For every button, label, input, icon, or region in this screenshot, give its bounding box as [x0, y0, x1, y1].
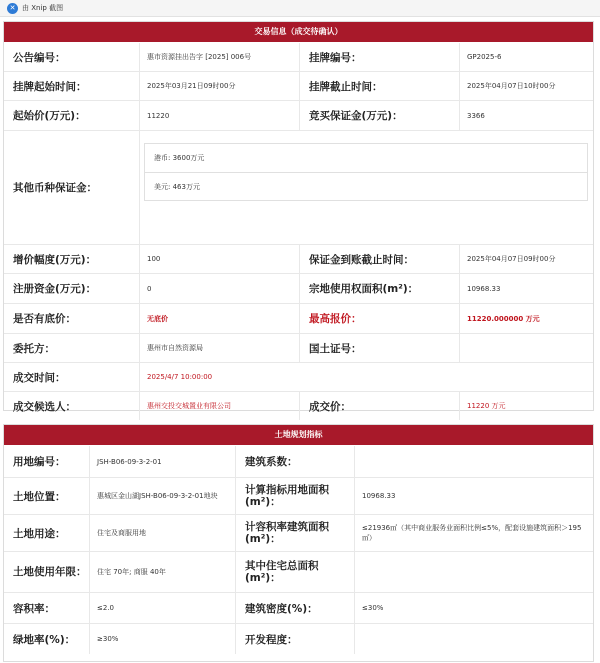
plan-row: [4, 552, 593, 593]
land-plan-panel: [3, 424, 594, 662]
cert-label: 国土证号：: [299, 334, 459, 362]
term-label: 土地使用年限：: [13, 566, 87, 578]
density-value: ≤30%: [354, 593, 593, 623]
entrust-label: 委托方：: [13, 342, 55, 355]
trade-row: [4, 43, 593, 72]
calc-area-value: 10968.33: [354, 478, 593, 514]
location-value: 惠城区金山湖JSH-B06-09-3-2-01地块: [89, 478, 235, 514]
start-price-value: 11220: [139, 101, 299, 130]
currency-item-hkd: 港币: 3600万元: [145, 144, 587, 173]
entrust-value: 惠州市自然资源局: [139, 334, 299, 362]
building-coef-label: 建筑系数：: [235, 446, 354, 477]
trade-row: [4, 392, 593, 420]
currency-item-usd: 美元: 463万元: [154, 183, 200, 191]
listing-no-value: GP2025-6: [459, 43, 593, 71]
plan-row: [4, 478, 593, 515]
plan-row: [4, 515, 593, 552]
highest-bid-value: 11220.000000 万元: [459, 304, 593, 333]
start-time-label: 挂牌起始时间：: [13, 80, 87, 93]
capital-value: 0: [139, 274, 299, 303]
listing-no-label: 挂牌编号：: [299, 43, 459, 71]
plan-row: [4, 593, 593, 624]
reserve-label: 是否有底价：: [13, 313, 76, 325]
trade-row: [4, 274, 593, 304]
deposit-label: 竞买保证金(万元)：: [299, 101, 459, 130]
deposit-deadline-value: 2025年04月07日09时00分: [459, 245, 593, 273]
trade-info-panel: [3, 21, 594, 411]
far-area-value: ≤21936㎡（其中商业服务业面积比例≤5%，配套设施建筑面积＞195㎡）: [354, 515, 593, 551]
app-title: 由 Xnip 截图: [22, 4, 64, 12]
density-label: 建筑密度(%)：: [235, 593, 354, 623]
trade-row: [4, 101, 593, 131]
far-value: ≤2.0: [89, 593, 235, 623]
other-currency-list: [144, 143, 588, 201]
green-label: 绿地率(%)：: [13, 633, 76, 646]
deal-time-label: 成交时间：: [13, 371, 66, 384]
start-time-value: 2025年03月21日09时00分: [139, 72, 299, 100]
dev-value: [354, 624, 593, 654]
start-price-label: 起始价(万元)：: [13, 110, 86, 122]
land-area-label: 宗地使用权面积(m²)：: [299, 274, 459, 303]
land-area-value: 10968.33: [459, 274, 593, 303]
land-plan-heading: 土地规划指标: [4, 425, 593, 445]
far-label: 容积率：: [13, 602, 55, 615]
residential-area-value: [354, 552, 593, 592]
deposit-value: 3366: [459, 101, 593, 130]
location-label: 土地位置：: [13, 490, 66, 503]
dev-label: 开发程度：: [235, 624, 354, 654]
deal-time-value: 2025/4/7 10:00:00: [139, 363, 593, 391]
xnip-logo-icon: ✕: [7, 3, 18, 14]
land-code-label: 用地编号：: [13, 456, 66, 468]
notice-no-label: 公告编号：: [13, 51, 66, 64]
land-use-label: 土地用途：: [13, 527, 66, 540]
trade-info-heading: 交易信息（成交待确认）: [4, 22, 593, 42]
increment-value: 100: [139, 245, 299, 273]
plan-row: [4, 624, 593, 654]
increment-label: 增价幅度(万元)：: [13, 253, 97, 266]
building-coef-value: [354, 446, 593, 477]
deposit-deadline-label: 保证金到账截止时间：: [299, 245, 459, 273]
green-value: ≥30%: [89, 624, 235, 654]
trade-row: [4, 245, 593, 274]
trade-row: [4, 304, 593, 334]
deal-price-label: 成交价：: [299, 392, 459, 420]
calc-area-label: 计算指标用地面积(m²)：: [235, 478, 354, 514]
land-use-value: 住宅及商服用地: [89, 515, 235, 551]
end-time-value: 2025年04月07日10时00分: [459, 72, 593, 100]
plan-row: [4, 446, 593, 478]
trade-row: [4, 363, 593, 392]
candidate-label: 成交候选人：: [13, 400, 76, 413]
residential-area-label: 其中住宅总面积(m²)：: [235, 552, 354, 592]
land-code-value: JSH-B06-09-3-2-01: [89, 446, 235, 477]
highest-bid-label: 最高报价：: [299, 304, 459, 333]
capital-label: 注册资金(万元)：: [13, 283, 97, 295]
end-time-label: 挂牌截止时间：: [299, 72, 459, 100]
trade-row: [4, 72, 593, 101]
trade-row: [4, 334, 593, 363]
notice-no-value: 惠市资源挂出告字 [2025] 006号: [139, 43, 299, 71]
deal-price-value: 11220 万元: [459, 392, 593, 420]
cert-value: [459, 334, 593, 362]
other-currency-row: [4, 131, 593, 245]
title-bar: [0, 0, 600, 17]
term-value: 住宅 70年; 商服 40年: [89, 552, 235, 592]
candidate-value: 惠州交投交城置业有限公司: [139, 392, 299, 420]
other-currency-label: 其他币种保证金：: [13, 182, 97, 194]
reserve-value: 无底价: [139, 304, 299, 333]
far-area-label: 计容积率建筑面积(m²)：: [235, 515, 354, 551]
